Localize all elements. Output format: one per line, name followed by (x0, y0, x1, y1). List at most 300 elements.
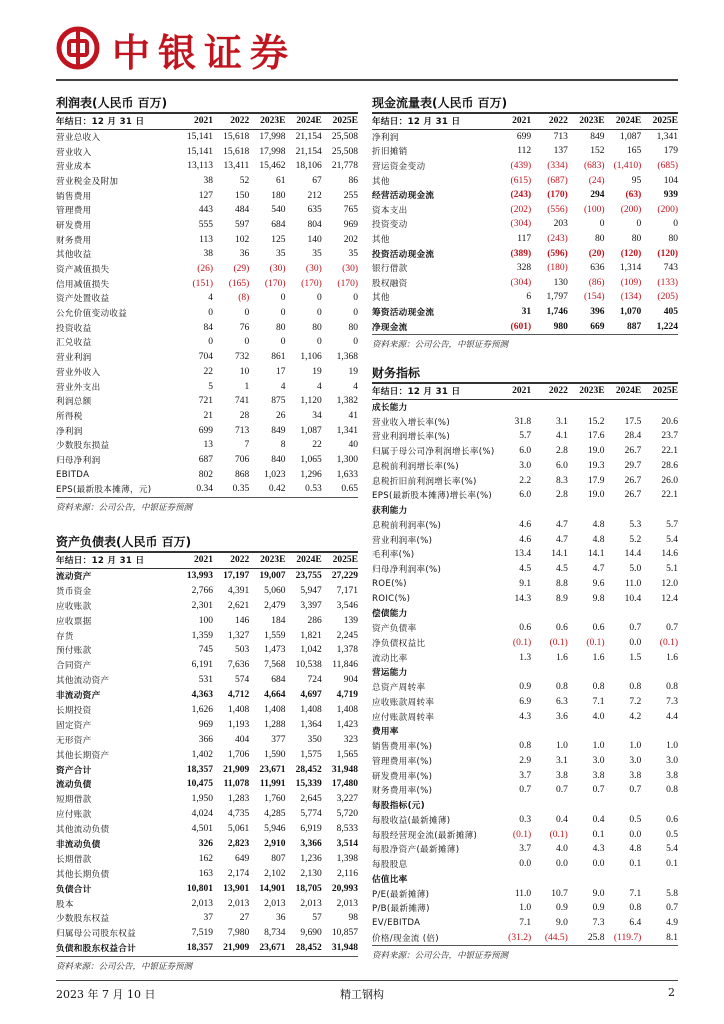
row-value: 15.2 (587, 416, 605, 427)
row-value: 165 (627, 146, 642, 157)
row-value: 6.0 (519, 446, 532, 457)
row-label: 流动负债 (56, 780, 92, 791)
row-value: 699 (516, 131, 532, 142)
row-value: 2,621 (227, 600, 250, 611)
row-label: 营业外收入 (56, 367, 101, 378)
row-value: 4.8 (592, 519, 605, 530)
row-value: 4.1 (555, 431, 568, 442)
table-row (56, 232, 358, 247)
table-row (56, 306, 358, 321)
row-value (568, 399, 605, 414)
row-value: 2,130 (300, 868, 322, 879)
table-row (372, 606, 678, 621)
row-value: 0 (316, 337, 322, 348)
table-row (56, 583, 358, 598)
table-row (56, 717, 358, 732)
row-label: 其他 (372, 234, 390, 245)
row-value: 5.3 (629, 519, 642, 530)
table-row (56, 159, 358, 174)
row-label: 息税前利润率(%) (372, 520, 442, 531)
row-value: 19.0 (587, 490, 605, 501)
row-label: 估值比率 (372, 874, 408, 885)
row-value: 3,366 (300, 838, 322, 849)
row-value: 19.0 (587, 446, 605, 457)
row-label: 每股指标(元) (372, 801, 425, 812)
row-label: 应付账款周转率 (372, 712, 435, 723)
row-value: 1,224 (656, 321, 678, 332)
row-value: 5.8 (666, 888, 678, 899)
row-value: (44.5) (544, 932, 568, 943)
row-value: 0 (353, 293, 358, 304)
row-value: 38 (203, 175, 214, 186)
header-year: 2023E (249, 114, 285, 129)
row-value (605, 798, 642, 813)
table-row (372, 901, 678, 916)
row-value: 555 (198, 219, 214, 230)
row-value: 904 (343, 675, 358, 686)
row-label: 净负债权益比 (372, 638, 426, 649)
row-value: 84 (203, 322, 214, 333)
row-value: 1,042 (300, 645, 322, 656)
row-value: 3,546 (336, 600, 358, 611)
row-value: 840 (271, 454, 286, 465)
row-value: 14,901 (259, 883, 286, 894)
row-value: 35 (276, 249, 286, 260)
row-value: 4,735 (227, 809, 250, 820)
balance-sheet-table (56, 553, 358, 956)
row-value: 3.0 (519, 460, 532, 471)
row-value: 5 (208, 381, 214, 392)
row-value: (120) (620, 248, 642, 259)
row-label: 投资活动现金流 (372, 249, 435, 260)
row-value: 37 (203, 913, 214, 924)
table-row (372, 261, 678, 276)
row-value: (30) (269, 264, 286, 275)
row-value: 2,013 (264, 898, 286, 909)
row-value: 13,113 (187, 161, 214, 172)
table-row (56, 409, 358, 424)
row-value: 980 (553, 321, 568, 332)
row-value: 4,712 (227, 690, 250, 701)
row-label: 财务费用率(%) (372, 786, 433, 797)
row-value: 18,106 (295, 161, 322, 172)
row-value: 1,314 (619, 263, 642, 274)
header-year: 2021 (494, 114, 531, 129)
row-value: 29.7 (624, 460, 642, 471)
row-value: 67 (312, 175, 322, 186)
row-value: 0.6 (519, 623, 532, 634)
row-value: (601) (510, 321, 532, 332)
row-value: 40 (348, 440, 358, 451)
row-value: 6.9 (519, 696, 532, 707)
table-header-row (56, 553, 358, 568)
row-value: 104 (663, 175, 678, 186)
row-value (568, 872, 605, 887)
row-value: (304) (510, 219, 532, 230)
row-label: 归属于母公司净利润增长率(%) (372, 447, 495, 458)
row-value: 4.5 (555, 564, 568, 575)
row-value: (202) (510, 204, 532, 215)
row-value: (200) (657, 204, 678, 215)
table-header-row (372, 384, 678, 399)
row-value: 11,846 (332, 660, 358, 671)
row-value: 366 (198, 734, 214, 745)
table-row (56, 188, 358, 203)
table-row (56, 732, 358, 747)
row-value: 0 (353, 308, 358, 319)
row-value: 11.0 (624, 578, 642, 589)
row-value: 5.4 (666, 534, 678, 545)
row-value: 4.7 (555, 519, 568, 530)
table-header-row (56, 114, 358, 129)
row-value: 1,023 (264, 469, 286, 480)
row-label: 其他长期资产 (56, 750, 110, 761)
row-value: 255 (343, 190, 358, 201)
table-row (372, 429, 678, 444)
row-value: 6.0 (555, 460, 568, 471)
row-value: (154) (583, 292, 605, 303)
row-label: 其他收益 (56, 250, 92, 261)
row-value: 15,618 (223, 146, 250, 157)
row-value: 1,402 (191, 749, 214, 760)
row-value: 0.7 (555, 785, 568, 796)
row-value: 1.3 (519, 652, 532, 663)
table-row (56, 822, 358, 837)
row-value: 15,462 (259, 161, 286, 172)
row-value: (24) (588, 175, 605, 186)
income-statement-panel (56, 94, 358, 513)
table-row (372, 459, 678, 474)
table-row (372, 275, 678, 290)
row-value (531, 606, 568, 621)
row-value: 10.4 (624, 593, 642, 604)
row-value: 184 (271, 615, 286, 626)
row-value: 328 (516, 263, 532, 274)
row-value: 15,339 (295, 779, 322, 790)
row-label: 所得税 (56, 411, 83, 422)
row-value: 19,007 (259, 570, 286, 581)
row-value: 1,368 (336, 352, 358, 363)
row-value: 0.4 (555, 814, 568, 825)
row-value: 802 (198, 469, 214, 480)
row-value: 0.8 (555, 682, 568, 693)
row-value: 1,746 (546, 306, 568, 317)
row-value: 0.8 (666, 682, 678, 693)
row-value: 1.6 (555, 652, 568, 663)
row-value: 4 (353, 381, 358, 392)
row-value: 6 (526, 292, 532, 303)
row-value: 1,797 (546, 292, 568, 303)
table-row (372, 444, 678, 459)
row-value: 6,919 (300, 824, 322, 835)
row-value: 137 (553, 146, 568, 157)
row-label: 资产合计 (56, 765, 92, 776)
row-value: 0.0 (592, 859, 605, 870)
row-value (641, 503, 678, 518)
table-row (372, 319, 678, 334)
header-year: 2024E (605, 114, 642, 129)
balance-source-note: 资料来源：公司公告，中银证券预测 (56, 956, 358, 972)
row-value: 4,664 (264, 690, 286, 701)
row-value: 25.8 (587, 932, 605, 943)
row-value: 807 (271, 853, 286, 864)
row-value (494, 503, 531, 518)
row-value: 11.0 (514, 888, 532, 899)
row-value: 404 (235, 734, 250, 745)
row-value: 8.9 (555, 593, 568, 604)
table-row (56, 568, 358, 583)
table-row (56, 276, 358, 291)
row-value: 27,229 (331, 570, 358, 581)
header-year: 2025E (641, 384, 678, 399)
row-value: (0.1) (659, 637, 678, 648)
row-value: (200) (620, 204, 642, 215)
row-value: 5,061 (227, 824, 250, 835)
row-value: 1,382 (336, 396, 358, 407)
row-value: 4,391 (227, 585, 250, 596)
row-label: 营业收入 (56, 147, 92, 158)
row-value: 2,245 (336, 630, 358, 641)
row-label: 管理费用率(%) (372, 756, 433, 767)
row-value: 18,357 (186, 764, 214, 775)
row-value: 1,378 (336, 645, 358, 656)
table-row (372, 129, 678, 144)
row-value: 2.2 (519, 475, 532, 486)
row-value: 0.7 (629, 623, 642, 634)
row-value: 18,357 (186, 943, 214, 954)
table-row (372, 798, 678, 813)
row-value: 34 (312, 410, 322, 421)
row-value: 1.5 (629, 652, 642, 663)
table-row (372, 931, 678, 946)
footer-divider (56, 980, 678, 981)
row-label: 销售费用率(%) (372, 742, 433, 753)
row-value: 21,909 (223, 764, 250, 775)
row-value: 4.3 (592, 844, 605, 855)
row-value: 6,191 (191, 660, 214, 671)
cash-flow-title: 现金流量表(人民币 百万) (372, 94, 678, 114)
row-value: 146 (235, 615, 250, 626)
row-value: 14.6 (661, 549, 678, 560)
row-value: 12.0 (661, 578, 678, 589)
row-value: 8.3 (555, 475, 568, 486)
row-value: 5.1 (666, 564, 678, 575)
row-value: 687 (198, 454, 214, 465)
row-value: 3.8 (592, 770, 605, 781)
report-date: 2023 年 7 月 10 日 (56, 988, 156, 1001)
row-value: 26.0 (661, 475, 678, 486)
row-value (568, 724, 605, 739)
row-value: 405 (663, 306, 678, 317)
row-value: 1,633 (336, 469, 358, 480)
row-value: 2,645 (300, 794, 322, 805)
header-year: 2022 (531, 114, 568, 129)
row-value: 6.0 (519, 490, 532, 501)
row-value: 286 (307, 615, 322, 626)
row-value: 1,065 (300, 454, 322, 465)
row-value: 113 (199, 234, 214, 245)
row-label: P/B(最新摊薄) (372, 904, 430, 915)
row-value (641, 798, 678, 813)
row-value: 9.0 (592, 888, 605, 899)
row-label: 其他流动负债 (56, 825, 110, 836)
row-label: 营运资金变动 (372, 161, 426, 172)
header-year: 2025E (641, 114, 678, 129)
table-row (56, 941, 358, 956)
table-row (372, 636, 678, 651)
table-row (56, 658, 358, 673)
row-value: 117 (517, 233, 532, 244)
row-label: 毛利率(%) (372, 550, 415, 561)
row-value: 0.5 (666, 829, 678, 840)
row-label: 股权融资 (372, 278, 408, 289)
row-value: 4.9 (666, 918, 678, 929)
row-value: 7.2 (629, 696, 642, 707)
row-value: 2,013 (336, 898, 358, 909)
row-value: 17.6 (587, 431, 605, 442)
row-value: 1,760 (264, 794, 286, 805)
row-value: 80 (668, 233, 678, 244)
row-value: 724 (307, 675, 322, 686)
row-value: 0.65 (341, 484, 358, 495)
header-fiscal-year-end: 年结日：12 月 31 日 (56, 114, 177, 129)
row-value: 31.8 (514, 416, 532, 427)
row-value: 8,533 (336, 824, 358, 835)
row-value: 9.6 (592, 578, 605, 589)
row-value: 868 (235, 469, 250, 480)
row-value: 38 (203, 249, 214, 260)
row-value: (31.2) (508, 932, 532, 943)
table-row (56, 365, 358, 380)
row-value: (20) (588, 248, 605, 259)
income-statement-title: 利润表(人民币 百万) (56, 94, 358, 114)
row-value: 31,948 (331, 764, 358, 775)
row-value: 4.6 (519, 519, 532, 530)
header-year: 2024E (286, 553, 322, 568)
row-value: 202 (343, 234, 358, 245)
row-value (605, 503, 642, 518)
row-label: 每股股息 (372, 860, 408, 871)
header-year: 2021 (177, 114, 213, 129)
row-value: 0 (280, 293, 286, 304)
row-value: 2.8 (555, 446, 568, 457)
row-value: (170) (264, 278, 286, 289)
row-value: 22.1 (661, 490, 678, 501)
row-value: 745 (198, 645, 214, 656)
row-value: 3.8 (629, 770, 642, 781)
table-row (372, 202, 678, 217)
row-label: EV/EBITDA (372, 918, 421, 929)
row-label: 应付账款 (56, 810, 92, 821)
row-value: 0.6 (555, 623, 568, 634)
table-row (372, 173, 678, 188)
row-value: 15,618 (223, 131, 250, 142)
header-fiscal-year-end: 年结日：12 月 31 日 (372, 114, 494, 129)
table-row (372, 503, 678, 518)
row-value: 20,993 (331, 883, 358, 894)
row-value: 13,411 (223, 161, 250, 172)
row-label: 应收票据 (56, 616, 92, 627)
row-label: 长期投资 (56, 705, 92, 716)
row-value: (109) (620, 277, 642, 288)
table-row (56, 129, 358, 144)
row-value: 0.7 (519, 785, 532, 796)
row-value: 7,636 (227, 660, 250, 671)
row-value: 7.1 (519, 918, 532, 929)
row-value: 0 (280, 308, 286, 319)
table-row (56, 643, 358, 658)
row-value: 22 (203, 366, 214, 377)
row-label: 负债合计 (56, 884, 92, 895)
table-row (372, 709, 678, 724)
table-header-row (372, 114, 678, 129)
row-value: 887 (627, 321, 642, 332)
table-row (56, 291, 358, 306)
row-value: 8,734 (264, 928, 286, 939)
row-label: 营业利润率(%) (372, 535, 433, 546)
row-label: 净利润 (56, 426, 83, 437)
row-value: 7,980 (227, 928, 250, 939)
row-value: 721 (198, 396, 214, 407)
row-value: 7.1 (629, 888, 642, 899)
row-value: 21,778 (331, 161, 358, 172)
row-value: 5.0 (629, 564, 642, 575)
table-row (372, 591, 678, 606)
row-value: 14.1 (551, 549, 568, 560)
row-value: 163 (198, 868, 214, 879)
row-value: 0.0 (555, 859, 568, 870)
table-row (372, 754, 678, 769)
row-value: 28,452 (295, 943, 322, 954)
row-value: 4.0 (592, 711, 605, 722)
row-value: 1,398 (336, 853, 358, 864)
row-value: 2,174 (227, 868, 250, 879)
row-value: 25,508 (331, 131, 358, 142)
table-row (56, 467, 358, 482)
row-value: 80 (348, 322, 358, 333)
row-value: 1,559 (264, 630, 286, 641)
row-value: 3.7 (519, 844, 532, 855)
row-value: 3.0 (592, 755, 605, 766)
row-value (494, 724, 531, 739)
row-label: 息税前利润增长率(%) (372, 461, 459, 472)
row-value: 10,538 (295, 660, 322, 671)
row-value: 5.2 (629, 534, 642, 545)
row-value: 1.0 (629, 741, 642, 752)
table-row (372, 532, 678, 547)
row-value: 0.35 (232, 484, 250, 495)
row-value: 2,102 (264, 868, 286, 879)
row-label: 少数股东权益 (56, 914, 110, 925)
row-value: (687) (547, 175, 568, 186)
table-row (372, 305, 678, 320)
row-value: 0.8 (519, 741, 532, 752)
row-value: 180 (271, 190, 286, 201)
row-value: 3,514 (336, 838, 358, 849)
row-label: 资产负债率 (372, 624, 417, 635)
row-label: 公允价值变动收益 (56, 309, 128, 320)
row-value: 4.3 (519, 711, 532, 722)
row-label: 净现金流 (372, 322, 408, 333)
table-row (372, 399, 678, 414)
row-value (568, 665, 605, 680)
table-row (56, 688, 358, 703)
row-value: 2,910 (264, 838, 286, 849)
row-value: 326 (198, 838, 214, 849)
row-label: 股本 (56, 899, 74, 910)
row-value: 140 (307, 234, 322, 245)
row-label: 其他长期负债 (56, 869, 110, 880)
